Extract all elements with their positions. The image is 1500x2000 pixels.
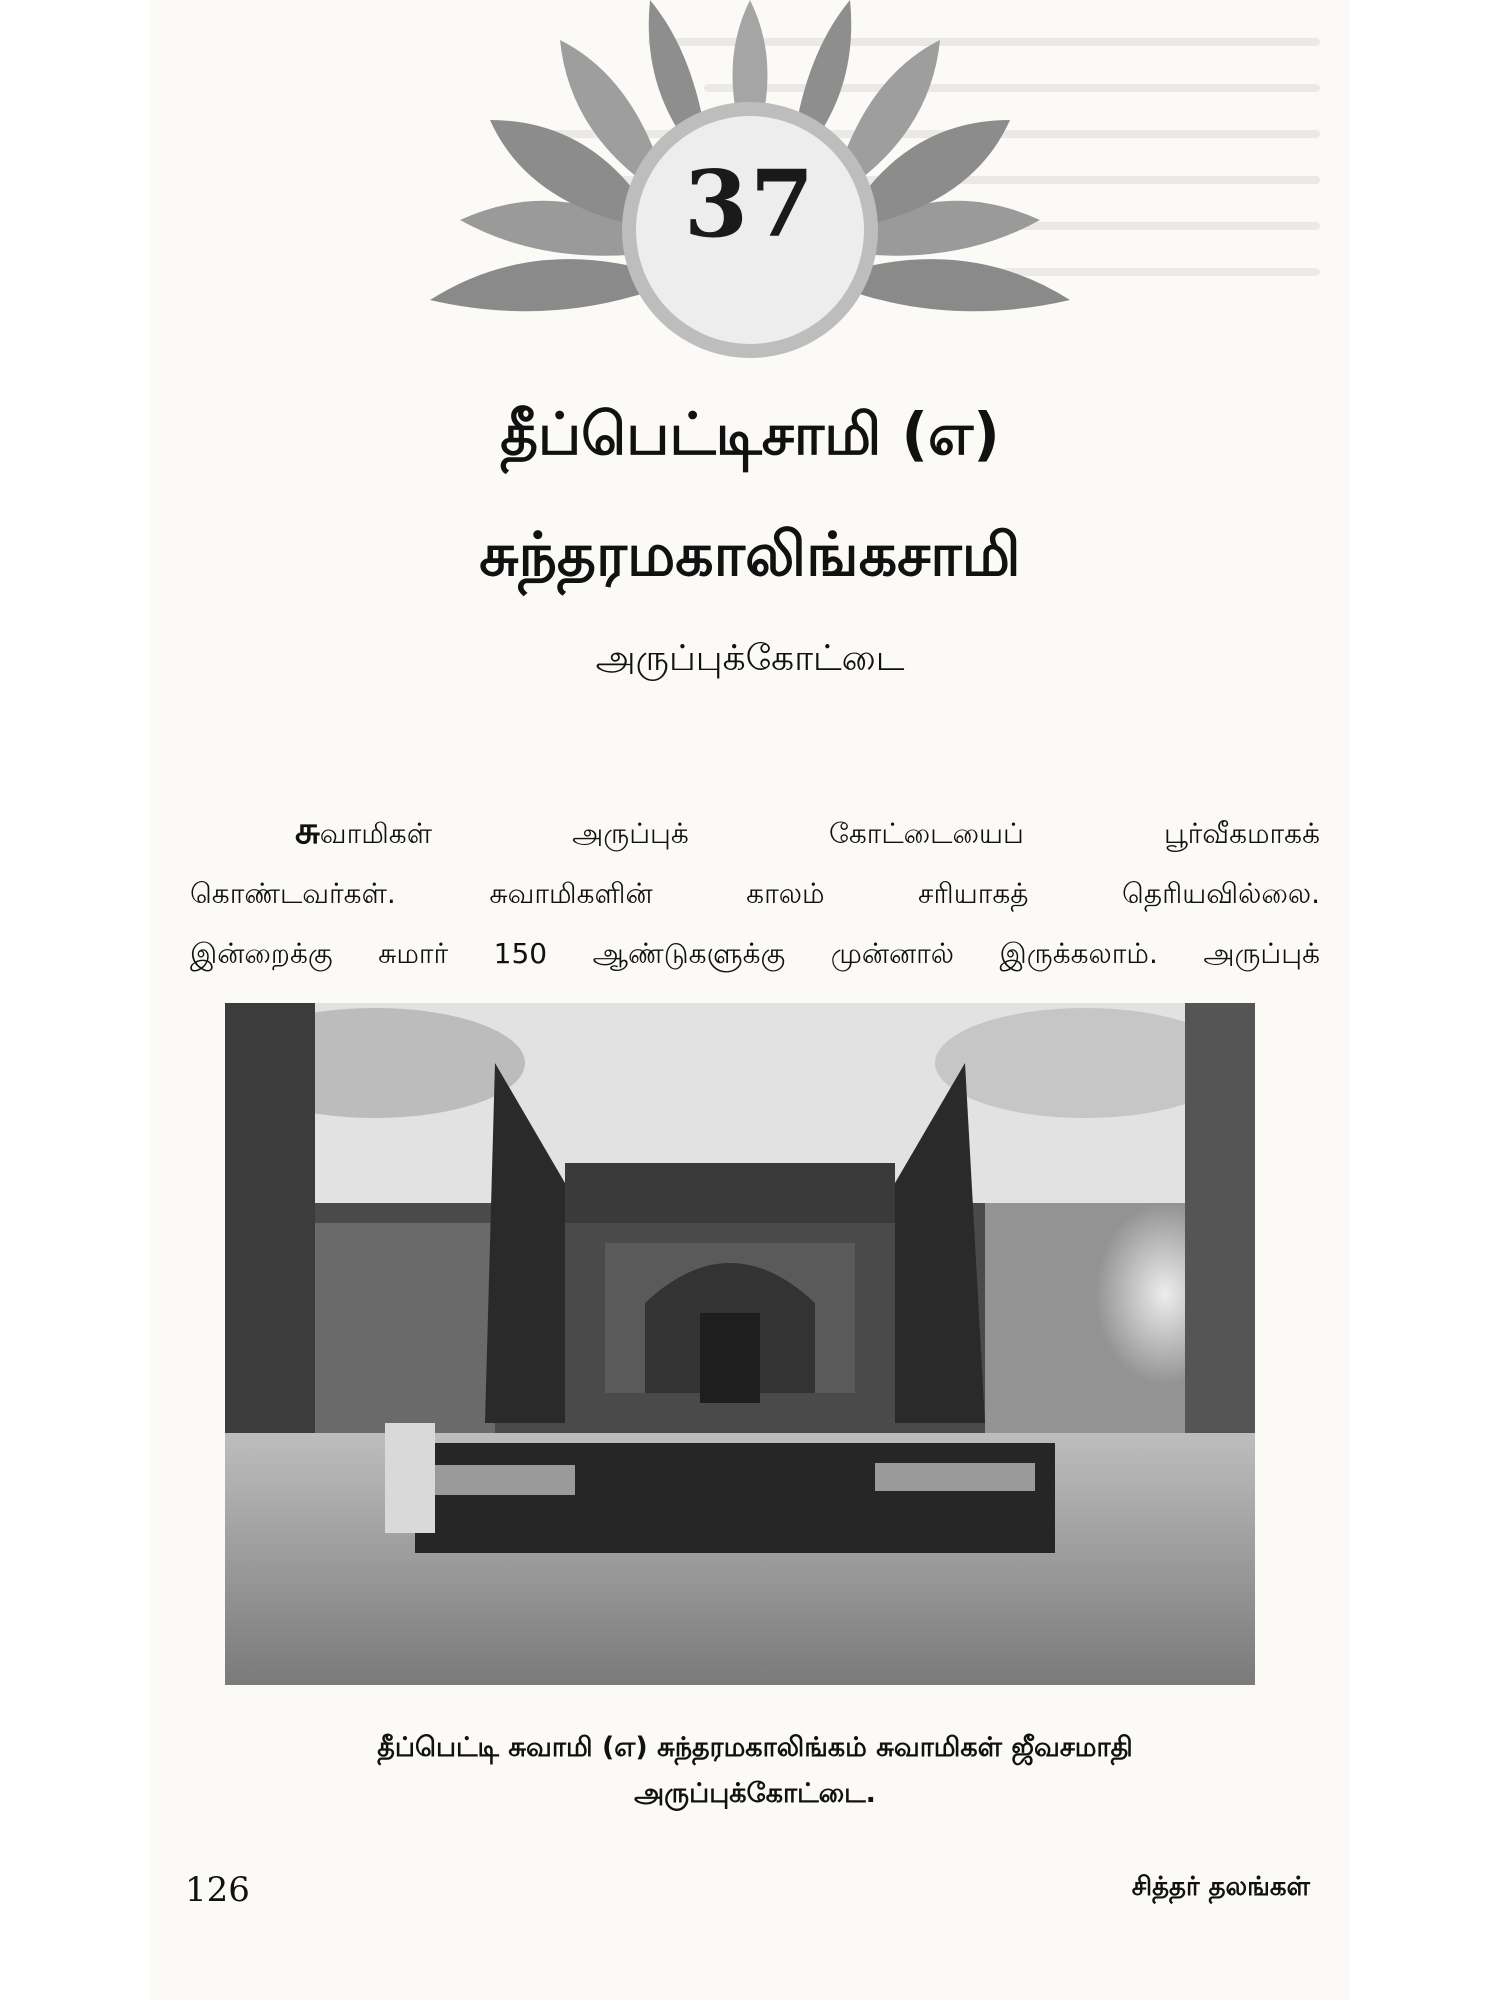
page-number: 126 <box>185 1870 250 1910</box>
running-footer-title: சித்தர் தலங்கள் <box>1131 1872 1310 1902</box>
body-line-2: கொண்டவர்கள். சுவாமிகளின் காலம் சரியாகத் தெரியவில்லை. <box>190 877 1320 910</box>
caption-line-2: அருப்புக்கோட்டை. <box>634 1778 876 1809</box>
body-line-3: இன்றைக்கு சுமார் 150 ஆண்டுகளுக்கு முன்னால் இருக்கலாம். அருப்புக் <box>190 937 1320 970</box>
drop-cap: சு <box>295 808 320 852</box>
chapter-title-line-2: சுந்தரமகாலிங்கசாமி <box>479 520 1021 590</box>
chapter-number: 37 <box>683 150 817 258</box>
temple-shrine-photo <box>225 1003 1255 1685</box>
body-line-1-text: வாமிகள் அருப்புக் கோட்டையைப் பூர்வீகமாகக் <box>319 817 1320 850</box>
caption-line-1: தீப்பெட்டி சுவாமி (எ) சுந்தரமகாலிங்கம் சுவாமிகள் ஜீவசமாதி <box>377 1732 1133 1763</box>
chapter-title-line-1: தீப்பெட்டிசாமி (எ) <box>500 400 1000 468</box>
chapter-location: அருப்புக்கோட்டை <box>595 638 905 679</box>
photo-caption <box>190 1725 1320 1817</box>
body-paragraph <box>190 800 1320 984</box>
body-line-1 <box>190 800 1320 864</box>
